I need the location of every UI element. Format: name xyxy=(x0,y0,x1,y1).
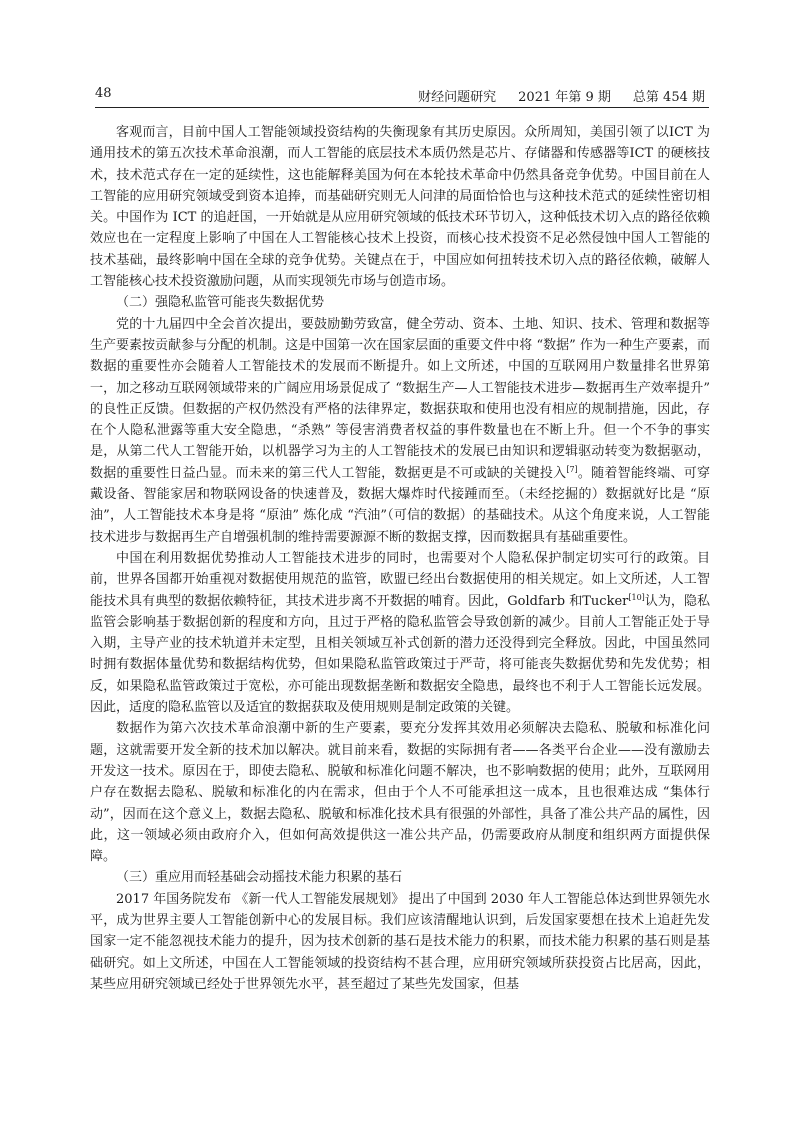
page-number: 48 xyxy=(95,86,112,101)
paragraph-text: 。随着智能终端、可穿戴设备、智能家居和物联网设备的快速普及，数据大爆炸时代接踵而至。（未经挖掘的）数据就好比是 “原油”，人工智能技术本身是将 “原油” 炼化成 “汽油”（可信的数据）的基础技术。从这个角度来说，人工智能技术进步与数据再生产自增强机制的维持需要源源不断的数据支撑，因而数据具有基础重要性。 xyxy=(90,465,710,545)
header-rule xyxy=(95,107,709,108)
paragraph-text: 党的十九届四中全会首次提出，要鼓励勤劳致富，健全劳动、资本、土地、知识、技术、管理和数据等生产要素按贡献参与分配的机制。这是中国第一次在国家层面的重要文件中将 “数据” 作为一种生产要素，而数据的重要性亦会随着人工智能技术的发展而不断提升。如上文所述，中国的互联网用户数量排名世界第一，加之移动互联网领域带来的广阔应用场景促成了 “数据生产—人工智能技术进步—数据再生产效率提升” 的良性正反馈。但数据的产权仍然没有严格的法律界定，数据获取和使用也没有相应的规制措施，因此，存在个人隐私泄露等重大安全隐患，“杀熟” 等侵害消费者权益的事件数量也在不断上升。但一个不争的事实是，从第二代人工智能开始，以机器学习为主的人工智能技术的发展已由知识和逻辑驱动转变为数据驱动，数据的重要性日益凸显。而未来的第三代人工智能，数据更是不可或缺的关键投入 xyxy=(90,316,710,481)
paragraph: 2017 年国务院发布 《新一代人工智能发展规划》 提出了中国到 2030 年人工智能总体达到世界领先水平，成为世界主要人工智能创新中心的发展目标。我们应该清醒地认识到，后发国家要想在技术上追赶先发国家一定不能忽视技术能力的提升，因为技术创新的基石是技术能力的积累，而技术能力积累的基石则是基础研究。如上文所述，中国在人工智能领域的投资结构不甚合理，应用研究领域所获投资占比居高，因此，某些应用研究领域已经处于世界领先水平，甚至超过了某些先发国家，但基 xyxy=(90,891,710,992)
paragraph-text: 认为，隐私监管会影响基于数据创新的程度和方向，且过于严格的隐私监管会导致创新的减少。目前人工智能正处于导入期，主导产业的技术轨道并未定型，且相关领域互补式创新的潜力还没得到完全释放。因此，中国虽然同时拥有数据体量优势和数据结构优势，但如果隐私监管政策过于严苛，将可能丧失数据优势和先发优势；相反，如果隐私监管政策过于宽松，亦可能出现数据垄断和数据安全隐患，最终也不利于人工智能长远发展。因此，适度的隐私监管以及适宜的数据获取及使用规则是制定政策的关键。 xyxy=(90,593,710,716)
article-body xyxy=(90,122,710,995)
section-heading: （三）重应用而轻基础会动摇技术能力积累的基石 xyxy=(116,870,403,886)
paragraph: 数据作为第六次技术革命浪潮中新的生产要素，要充分发挥其效用必须解决去隐私、脱敏和标准化问题，这就需要开发全新的技术加以解决。就目前来看，数据的实际拥有者——各类平台企业——没有激励去开发这一技术。原因在于，即使去隐私、脱敏和标准化问题不解决，也不影响数据的使用；此外，互联网用户存在数据去隐私、脱敏和标准化的内在需求，但由于个人不可能承担这一成本，且也很难达成 “集体行动”，因而在这个意义上，数据去隐私、脱敏和标准化技术具有很强的外部性，具备了准公共产品的属性，因此，这一领域必须由政府介入，但如何高效提供这一准公共产品，仍需要政府从制度和组织两方面提供保障。 xyxy=(90,721,710,865)
paragraph xyxy=(90,548,710,718)
journal-info xyxy=(396,86,705,105)
paragraph xyxy=(90,314,710,548)
paragraph-text: 中国在利用数据优势推动人工智能技术进步的同时，也需要对个人隐私保护制定切实可行的政策。目前，世界各国都开始重视对数据使用规范的监管，欧盟已经出台数据使用的相关规定。如上文所述，人工智能技术具有典型的数据依赖特征，其技术进步离不开数据的哺育。因此，Goldfarb 和Tucker xyxy=(90,550,710,609)
paragraph: 客观而言，目前中国人工智能领域投资结构的失衡现象有其历史原因。众所周知，美国引领了以ICT 为通用技术的第五次技术革命浪潮，而人工智能的底层技术本质仍然是芯片、存储器和传感器等ICT 的硬核技术，技术范式存在一定的延续性，这也能解释美国为何在本轮技术革命中仍然具备竞争优势。中国目前在人工智能的应用研究领域受到资本追捧，而基础研究则无人问津的局面恰恰也与这种技术范式的延续性密切相关。中国作为 ICT 的追赶国，一开始就是从应用研究领域的低技术环节切入，这种低技术切入点的路径依赖效应也在一定程度上影响了中国在人工智能核心技术上投资，而核心技术投资不足必然侵蚀中国人工智能的技术基础，最终影响中国在全球的竞争优势。关键点在于，中国应如何扭转技术切入点的路径依赖，破解人工智能核心技术投资激励问题，从而实现领先市场与创造市场。 xyxy=(90,125,710,290)
citation-ref: [7] xyxy=(566,464,578,474)
running-header xyxy=(95,86,705,108)
issue-label: 2021 年第 9 期 xyxy=(518,90,611,105)
total-issue-label: 总第 454 期 xyxy=(632,90,705,105)
citation-ref: [10] xyxy=(628,592,645,602)
journal-name: 财经问题研究 xyxy=(418,90,497,105)
section-heading: （二）强隐私监管可能丧失数据优势 xyxy=(116,295,325,311)
